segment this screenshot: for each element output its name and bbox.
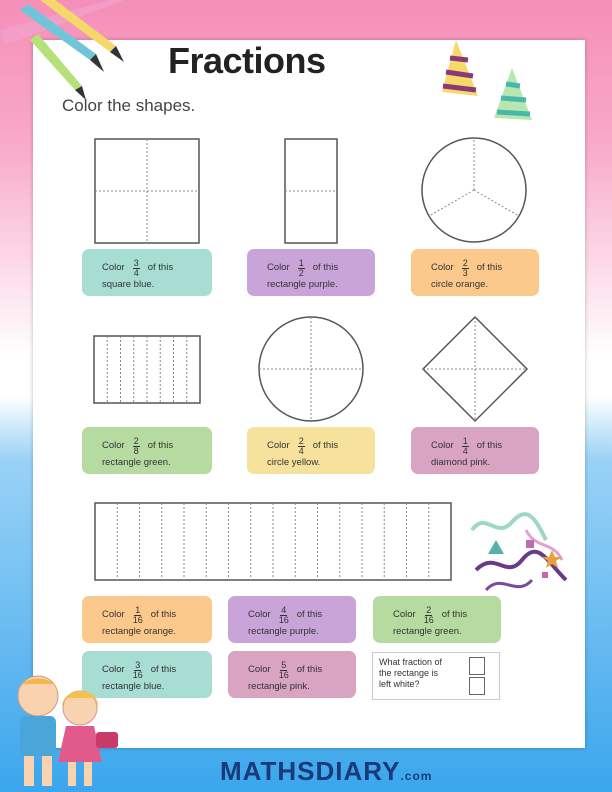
instructions: Color the shapes.: [62, 96, 196, 115]
children-illustration: [0, 672, 130, 792]
rectangle-sixteenths-shape[interactable]: [94, 502, 452, 582]
rectangle-eighths-shape[interactable]: [93, 335, 201, 405]
site-logo: MATHSDIARY.com: [220, 756, 433, 786]
circle-thirds-shape[interactable]: [420, 136, 528, 244]
numerator-answer-box[interactable]: [469, 657, 485, 675]
instruction-card: Color $\frac{4}{16}$ of this rectangle purple.: [228, 596, 356, 643]
question-text-line: left white?: [379, 679, 420, 689]
party-hats-decoration: [440, 40, 540, 130]
question-text-line: the rectange is: [379, 668, 439, 678]
square-shape[interactable]: [94, 138, 200, 244]
instruction-card: Color $\frac{5}{16}$ of this rectangle pink.: [228, 651, 356, 698]
question-box: [372, 652, 500, 700]
instruction-card: Color $\frac{3}{16}$ of this rectangle blue.: [82, 651, 212, 698]
instruction-card: Color $\frac{1}{16}$ of this rectangle orange.: [82, 596, 212, 643]
denominator-answer-box[interactable]: [469, 677, 485, 695]
instruction-card: Color $\frac{1}{4}$ of this diamond pink.: [411, 427, 539, 474]
confetti-decoration: [466, 510, 572, 600]
diamond-shape[interactable]: [421, 315, 529, 423]
instruction-card: Color $\frac{2}{3}$ of this circle orange.: [411, 249, 539, 296]
circle-quarters-shape[interactable]: [257, 315, 365, 423]
instruction-card: Color $\frac{2}{16}$ of this rectangle green.: [373, 596, 501, 643]
instruction-card: Color $\frac{3}{4}$ of this square blue.: [82, 249, 212, 296]
instruction-card: Color $\frac{2}{4}$ of this circle yellow.: [247, 427, 375, 474]
page-title: Fractions: [168, 40, 326, 81]
rectangle-halves-shape[interactable]: [284, 138, 338, 244]
instruction-card: Color $\frac{1}{2}$ of this rectangle purple.: [247, 249, 375, 296]
instruction-card: Color $\frac{2}{8}$ of this rectangle green.: [82, 427, 212, 474]
question-text-line: What fraction of: [379, 657, 443, 667]
pencils-decoration: [0, 0, 160, 100]
